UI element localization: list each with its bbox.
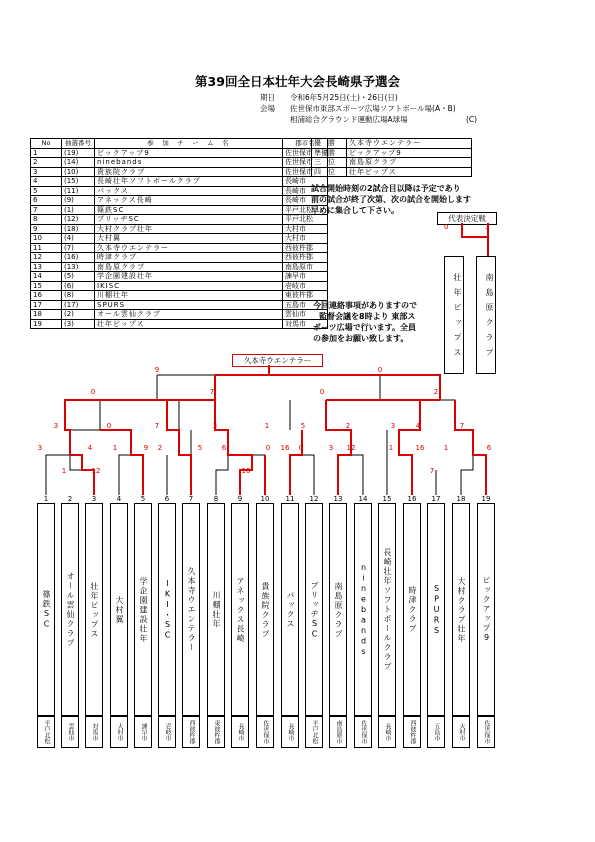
bracket-line (461, 455, 473, 495)
col-no: No (31, 139, 62, 149)
team-row-team: ninebands (95, 158, 283, 168)
slot-number: 12 (309, 495, 319, 503)
col-team: 参 加 チ ー ム 名 (95, 139, 283, 149)
team-row-city: 佐世保市 (283, 158, 328, 168)
team-row-no: 10 (31, 234, 62, 244)
slot-city: 対馬市 (85, 715, 103, 748)
slot-city: 南島原市 (329, 715, 347, 748)
bracket-score: 5 (197, 444, 203, 452)
slot-number: 1 (43, 495, 49, 503)
bracket-score: 6 (486, 444, 492, 452)
champion-box: 久本寺ウエンテラー (232, 354, 323, 367)
slot-number: 9 (237, 495, 243, 503)
note-line: 監督会議を8時より 東部ス (319, 312, 416, 321)
team-row-no: 9 (31, 224, 62, 234)
slot-team: パックス (281, 503, 299, 717)
bracket-score: 2 (433, 388, 439, 396)
team-row-seed: (14) (62, 158, 95, 168)
slot-team: IKI・SC (158, 503, 176, 717)
bracket-line (131, 455, 143, 495)
slot-city: 平戸北松 (37, 715, 55, 748)
slot-team: 大村翼 (110, 503, 128, 717)
team-row-team: 南島原クラブ (95, 262, 283, 272)
slot-number: 19 (481, 495, 491, 503)
team-row-city: 平戸北松 (283, 205, 328, 215)
venue-label: 会場 (260, 104, 275, 113)
team-row-team: 川棚壮年 (95, 291, 283, 301)
slot-city: 佐世保市 (477, 715, 495, 748)
bracket-score: 0 (298, 444, 304, 452)
team-row-city: 対馬市 (283, 319, 328, 329)
team-row-city: 大村市 (283, 224, 328, 234)
team-row-team: 大村クラブ壮年 (95, 224, 283, 234)
bracket-score: 1 (388, 444, 394, 452)
team-row-seed: (2) (62, 310, 95, 320)
slot-city: 大村市 (110, 715, 128, 748)
page-title: 第39回全日本壮年大会長崎県予選会 (195, 74, 400, 89)
team-row-team: 篠鉄SC (95, 205, 283, 215)
team-row-city: 西彼杵郡 (283, 243, 328, 253)
bracket-line (302, 455, 314, 495)
slot-city: 大村市 (452, 715, 470, 748)
result-rank: 準優勝 (312, 148, 347, 158)
playoff-team-right: 南島原クラブ (476, 256, 496, 374)
team-row-city: 雲仙市 (283, 310, 328, 320)
venue-2-code: (C) (466, 115, 478, 124)
team-row-team: 学企園建設壮年 (95, 272, 283, 282)
date-label: 期日 (260, 93, 275, 102)
team-row-seed: (3) (62, 319, 95, 329)
slot-number: 15 (382, 495, 392, 503)
bracket-score: 7 (429, 467, 435, 475)
result-team: 南島原クラブ (347, 158, 472, 168)
bracket-line (351, 455, 363, 495)
team-row-no: 7 (31, 205, 62, 215)
bracket-line (46, 455, 70, 495)
slot-number: 3 (91, 495, 97, 503)
bracket-score: 10 (241, 467, 251, 475)
team-row-no: 17 (31, 300, 62, 310)
slot-city: 西彼杵郡 (403, 715, 421, 748)
bracket-score: 1 (61, 467, 67, 475)
team-row-seed: (1) (62, 205, 95, 215)
team-row-city: 諫早市 (283, 272, 328, 282)
bracket-line (290, 430, 302, 495)
slot-number: 5 (140, 495, 146, 503)
team-row-team: ブリッヂSC (95, 215, 283, 225)
team-row-city: 佐世保市 (283, 167, 328, 177)
winner-line (70, 455, 94, 495)
team-row-seed: (16) (62, 253, 95, 263)
result-rank: 優 勝 (312, 139, 347, 149)
bracket-score: 7 (209, 388, 215, 396)
team-row-city: 平戸北松 (283, 215, 328, 225)
slot-city: 諫早市 (134, 715, 152, 748)
team-row-team: パックス (95, 186, 283, 196)
team-row-seed: (9) (62, 196, 95, 206)
bracket-score: 0 (106, 422, 112, 430)
result-team: ピックアップ9 (347, 148, 472, 158)
slot-team: ピックアップ9 (477, 503, 495, 717)
team-row-seed: (7) (62, 243, 95, 253)
team-row-city: 壱岐市 (283, 281, 328, 291)
bracket-score: 3 (37, 444, 43, 452)
team-row-city: 西彼杵郡 (283, 253, 328, 263)
team-row-seed: (10) (62, 167, 95, 177)
team-row-no: 5 (31, 186, 62, 196)
team-row-city: 長崎市 (283, 196, 328, 206)
team-row-team: アネックス長崎 (95, 196, 283, 206)
slot-city: 東彼杵郡 (207, 715, 225, 748)
bracket-score: 3 (212, 422, 218, 430)
slot-team: 時津クラブ (403, 503, 421, 717)
team-row-no: 12 (31, 253, 62, 263)
bracket-line (119, 430, 131, 495)
team-row-seed: (19) (62, 148, 95, 158)
team-row-city: 南島原市 (283, 262, 328, 272)
slot-number: 13 (333, 495, 343, 503)
team-row-seed: (4) (62, 234, 95, 244)
winner-line (290, 430, 302, 495)
bracket-score: 4 (415, 422, 421, 430)
bracket-line (246, 455, 265, 495)
team-row-seed: (12) (62, 215, 95, 225)
bracket-score: 16 (280, 444, 290, 452)
bracket-score: 0 (319, 388, 325, 396)
team-row-no: 14 (31, 272, 62, 282)
date-value: 令和6年5月25日(土)・26日(日) (290, 93, 398, 102)
slot-team: 篠鉄SC (37, 503, 55, 717)
team-row-seed: (5) (62, 272, 95, 282)
slot-team: 長崎壮年ソフトボールクラブ (378, 503, 396, 717)
team-row-no: 8 (31, 215, 62, 225)
bracket-score: 6 (221, 444, 227, 452)
slot-number: 10 (260, 495, 270, 503)
playoff-team-left: 壮年ビップス (444, 256, 464, 374)
slot-team: アネックス長崎 (231, 503, 249, 717)
team-row-team: IKISC (95, 281, 283, 291)
slot-city: 佐世保市 (354, 715, 372, 748)
note-line: 早めに集合して下さい。 (311, 206, 399, 215)
slot-team: 久本寺ウエンテラー (182, 503, 200, 717)
team-row-no: 15 (31, 281, 62, 291)
result-team: 壮年ビップス (347, 167, 472, 177)
note-line: 試合開始時刻の2試合目以降は予定であり (311, 184, 461, 193)
slot-city: 長崎市 (378, 715, 396, 748)
bracket-score: 0 (265, 444, 271, 452)
team-row-city: 長崎市 (283, 177, 328, 187)
slot-number: 16 (407, 495, 417, 503)
team-row-city: 大村市 (283, 234, 328, 244)
bracket-score: 0 (90, 388, 96, 396)
slot-number: 8 (213, 495, 219, 503)
team-row-team: 久本寺ウエンテラー (95, 243, 283, 253)
slot-number: 14 (358, 495, 368, 503)
slot-team: オール雲仙クラブ (61, 503, 79, 717)
slot-city: 西彼杵郡 (182, 715, 200, 748)
team-row-city: 五島市 (283, 300, 328, 310)
bracket-score: 7 (459, 422, 465, 430)
slot-team: ブリッヂSC (305, 503, 323, 717)
team-row-city: 佐世保市 (283, 148, 328, 158)
bracket-score: 7 (154, 422, 160, 430)
slot-city: 佐世保市 (256, 715, 274, 748)
winner-line (462, 223, 488, 237)
result-rank: 四 位 (312, 167, 347, 177)
slot-team: SPURS (427, 503, 445, 717)
team-row-team: ピックアップ9 (95, 148, 283, 158)
bracket-score: 2 (157, 444, 163, 452)
note-line: ポーツ広場で行います。全員 (313, 323, 417, 332)
slot-number: 11 (285, 495, 295, 503)
team-row-no: 3 (31, 167, 62, 177)
team-row-no: 1 (31, 148, 62, 158)
bracket-score: 12 (346, 444, 356, 452)
bracket-score: 0 (377, 366, 383, 374)
bracket-line (440, 400, 455, 430)
note-line: 今回連絡事項がありますので (313, 301, 417, 310)
bracket-score: 1 (443, 444, 449, 452)
team-row-team: SPURS (95, 300, 283, 310)
bracket-line (167, 400, 179, 430)
team-row-team: オール雲仙クラブ (95, 310, 283, 320)
slot-city: 長崎市 (231, 715, 249, 748)
team-row-no: 11 (31, 243, 62, 253)
team-row-no: 19 (31, 319, 62, 329)
team-row-seed: (11) (62, 186, 95, 196)
team-row-no: 4 (31, 177, 62, 187)
team-row-team: 壮年ビップス (95, 319, 283, 329)
team-row-city: 東彼杵郡 (283, 291, 328, 301)
team-row-city: 長崎市 (283, 186, 328, 196)
slot-team: 川棚壮年 (207, 503, 225, 717)
slot-city: 平戸北松 (305, 715, 323, 748)
result-rank: 三 位 (312, 158, 347, 168)
bracket-score: 4 (87, 444, 93, 452)
team-row-team: 大村翼 (95, 234, 283, 244)
winner-line (100, 430, 143, 495)
bracket-score: 3 (53, 422, 59, 430)
result-team: 久本寺ウエンテラー (347, 139, 472, 149)
slot-number: 17 (431, 495, 441, 503)
bracket-score: 1 (112, 444, 118, 452)
team-row-no: 16 (31, 291, 62, 301)
team-row-team: 貴族院クラブ (95, 167, 283, 177)
team-row-team: 長崎壮年ソフトボールクラブ (95, 177, 283, 187)
col-city: 郡市名 (283, 139, 328, 149)
slot-number: 4 (116, 495, 122, 503)
bracket-score: 3 (390, 422, 396, 430)
team-row-seed: (17) (62, 300, 95, 310)
slot-number: 6 (164, 495, 170, 503)
team-row-seed: (8) (62, 291, 95, 301)
bracket-score: 9 (154, 366, 160, 374)
bracket-score: 9 (143, 444, 149, 452)
playoff-title: 代表決定戦 (437, 212, 497, 225)
playoff-score-right: 3 (485, 223, 490, 231)
col-seed: 抽選番号 (62, 139, 95, 149)
bracket-score: 12 (91, 467, 101, 475)
note-line: 前の試合が終了次第、次の試合を開始します (311, 195, 471, 204)
team-row-no: 2 (31, 158, 62, 168)
slot-team: 貴族院クラブ (256, 503, 274, 717)
team-row-seed: (15) (62, 177, 95, 187)
slot-city: 壱岐市 (158, 715, 176, 748)
slot-team: 南島原クラブ (329, 503, 347, 717)
bracket-line (216, 455, 228, 495)
slot-city: 雲仙市 (61, 715, 79, 748)
bracket-score: 2 (345, 422, 351, 430)
bracket-score: 16 (415, 444, 425, 452)
team-row-team: 時津クラブ (95, 253, 283, 263)
bracket-line (338, 430, 351, 495)
slot-number: 2 (67, 495, 73, 503)
slot-city: 長崎市 (281, 715, 299, 748)
venue-2: 相浦総合グラウンド運動広場A球場 (290, 115, 408, 124)
slot-number: 18 (456, 495, 466, 503)
bracket-score: 1 (264, 422, 270, 430)
team-row-no: 18 (31, 310, 62, 320)
venue-1: 佐世保市東部スポーツ広場ソフトボール場(A・B) (290, 104, 456, 113)
slot-team: 学企園建設壮年 (134, 503, 152, 717)
note-line: の参加をお願い致します。 (313, 334, 409, 343)
team-row-no: 13 (31, 262, 62, 272)
slot-team: 壮年ビップス (85, 503, 103, 717)
bracket-score: 5 (300, 422, 306, 430)
team-row-no: 6 (31, 196, 62, 206)
slot-number: 7 (188, 495, 194, 503)
slot-team: ninebands (354, 503, 372, 717)
team-row-seed: (6) (62, 281, 95, 291)
team-row-seed: (13) (62, 262, 95, 272)
slot-city: 五島市 (427, 715, 445, 748)
team-row-seed: (18) (62, 224, 95, 234)
playoff-score-left: 0 (444, 223, 449, 231)
slot-team: 大村クラブ壮年 (452, 503, 470, 717)
bracket-score: 3 (328, 444, 334, 452)
